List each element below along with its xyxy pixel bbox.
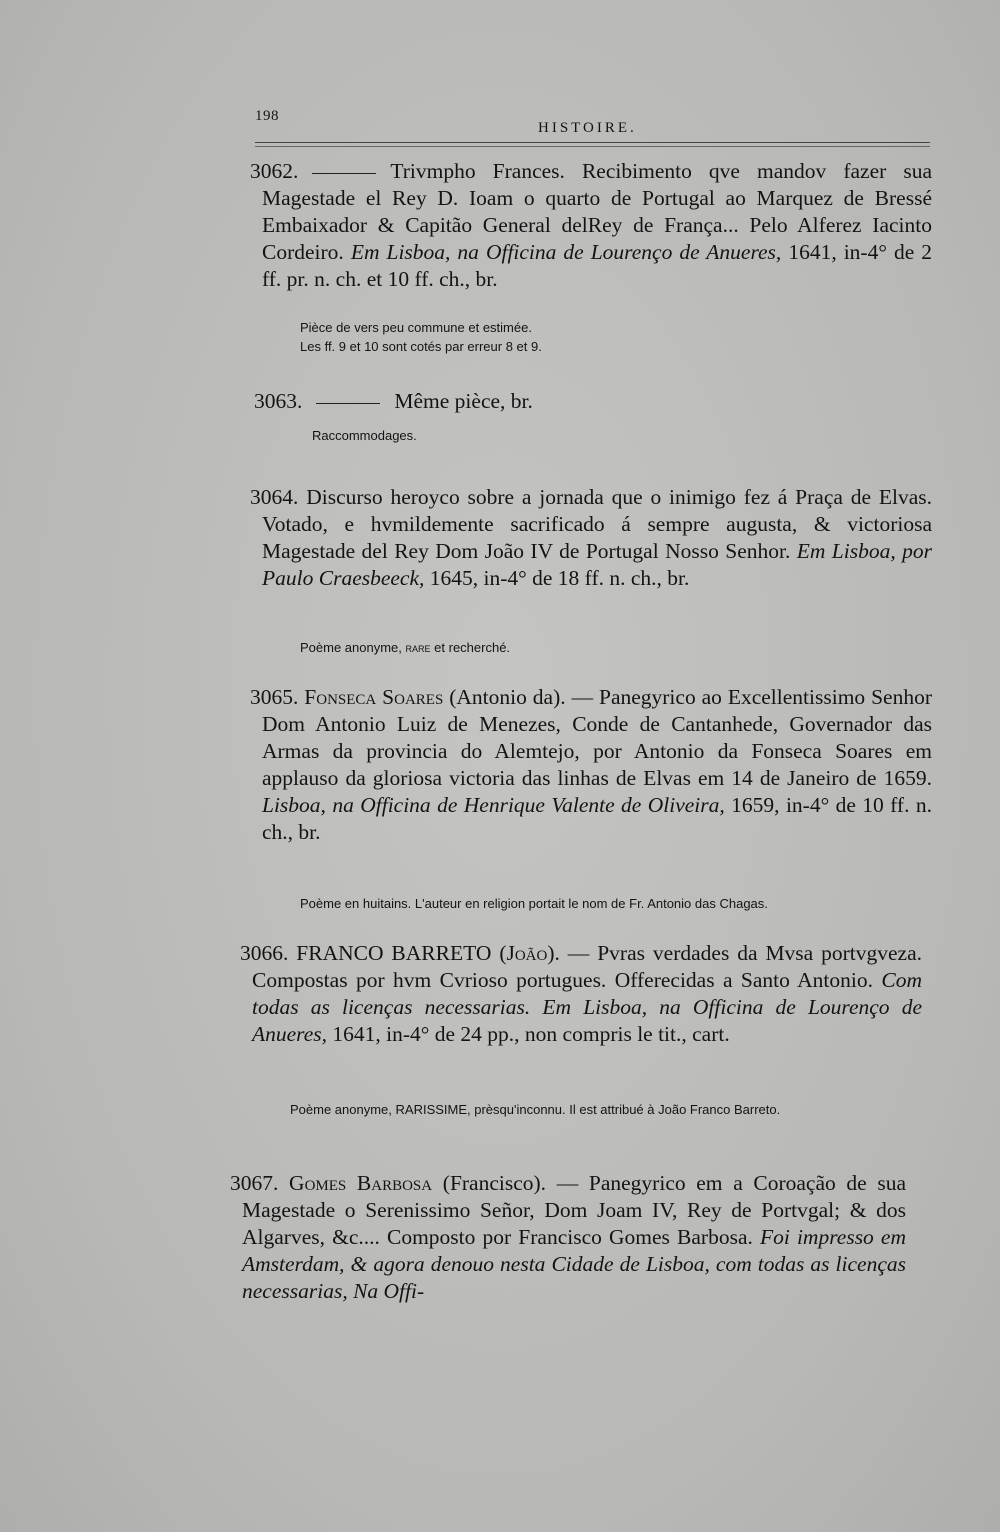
entry-note-3066 <box>262 1100 910 1119</box>
entry-number: 3067. <box>230 1171 279 1195</box>
entry-author-rest: (Francisco). <box>442 1171 547 1195</box>
entry-author: Gomes Barbosa <box>289 1171 433 1195</box>
page-number: 198 <box>255 108 279 124</box>
entry-imprint: Em Lisboa, por Paulo Craesbeeck, <box>262 539 932 590</box>
entry-text: Discurso heroyco sobre a jornada que o inimigo fez á Praça de Elvas. Votado, e hvmildemente sacrificado á sempre augusta, & victoriosa Magestade del Rey Dom João IV de Portugal Nosso Senhor. <box>262 485 932 563</box>
catalog-entry-3062 <box>250 158 932 293</box>
running-head: HISTOIRE. <box>538 120 637 136</box>
note-line: Les ff. 9 et 10 sont cotés par erreur 8 et 9. <box>300 339 542 354</box>
entry-author: FRANCO BARRETO <box>296 941 492 965</box>
entry-text: — Panegyrico ao Excellentissimo Senhor Dom Antonio Luiz de Menezes, Conde de Cantanhede, Governador das Armas da provincia do Alemtejo, por Antonio da Fonseca Soares em applauso da gloriosa victoria das linhas de Elvas em 14 de Janeiro de 1659. <box>262 685 932 790</box>
header-rule-secondary <box>255 146 930 147</box>
ditto-dash <box>316 403 380 404</box>
catalog-entry-3064 <box>250 484 932 592</box>
entry-number: 3062. <box>250 159 299 183</box>
entry-collation: 1641, in-4° de 2 ff. pr. n. ch. et 10 ff. ch., br. <box>262 240 932 291</box>
entry-imprint: Lisboa, na Officina de Henrique Valente de Oliveira, <box>262 793 725 817</box>
catalog-entry-3065 <box>250 684 932 846</box>
entry-number: 3064. <box>250 485 299 509</box>
entry-text: — Pvras verdades da Mvsa portvgveza. Compostas por hvm Cvrioso portugues. Offerecidas a Santo Antonio. <box>252 941 923 992</box>
note-line: Poème anonyme, RARISSIME, prèsqu'inconnu. Il est attribué à João Franco Barreto. <box>290 1102 781 1117</box>
entry-note-3065 <box>300 894 930 913</box>
entry-imprint: Em Lisboa, na Officina de Lourenço de Anueres, <box>350 240 782 264</box>
note-line: Pièce de vers peu commune et estimée. <box>300 320 532 335</box>
note-text: et recherché. <box>434 640 511 655</box>
entry-note-3063 <box>312 426 942 445</box>
entry-number: 3066. <box>240 941 289 965</box>
note-line: Poème en huitains. L'auteur en religion portait le nom de Fr. Antonio das Chagas. <box>300 896 768 911</box>
entry-number: 3065. <box>250 685 299 709</box>
entry-note-3064 <box>300 638 930 657</box>
header-rule <box>255 142 930 143</box>
note-text: Poème anonyme, <box>300 640 402 655</box>
note-rare: rare <box>405 640 431 655</box>
page-header <box>255 108 930 148</box>
entry-collation: 1641, in-4° de 24 pp., non compris le tit., cart. <box>332 1022 730 1046</box>
entry-author-rest: (Antonio da). <box>449 685 566 709</box>
catalog-entry-3066 <box>240 940 923 1048</box>
entry-text: Trivmpho Frances. Recibimento qve mandov fazer sua Magestade el Rey D. Ioam o quarto de Portugal ao Marquez de Bressé Embaixador & Capitão General delRey de França... Pelo Alferez Iacinto Cordeiro. <box>262 159 932 264</box>
entry-collation: 1645, in-4° de 18 ff. n. ch., br. <box>429 566 690 590</box>
catalog-entry-3063 <box>254 388 924 415</box>
entry-number: 3063. <box>254 389 303 413</box>
entry-author: Fonseca Soares <box>304 685 444 709</box>
catalog-entry-3067 <box>230 1170 907 1305</box>
entry-note-3062 <box>300 318 930 356</box>
ditto-dash <box>312 173 376 174</box>
entry-text: — Panegyrico em a Coroação de sua Magestade o Serenissimo Señor, Dom Joam IV, Rey de Portvgal; & dos Algarves, &c.... Composto por Francisco Gomes Barbosa. <box>242 1171 907 1249</box>
entry-text: Même pièce, br. <box>394 389 533 413</box>
entry-imprint: Foi impresso em Amsterdam, & agora denouo nesta Cidade de Lisboa, com todas as licenças necessarias, Na Offi- <box>242 1225 906 1303</box>
entry-imprint: Com todas as licenças necessarias. Em Lisboa, na Officina de Lourenço de Anueres, <box>252 968 923 1046</box>
entry-author-rest: (João). <box>499 941 560 965</box>
entry-collation: 1659, in-4° de 10 ff. n. ch., br. <box>262 793 932 844</box>
note-line: Raccommodages. <box>312 428 417 443</box>
